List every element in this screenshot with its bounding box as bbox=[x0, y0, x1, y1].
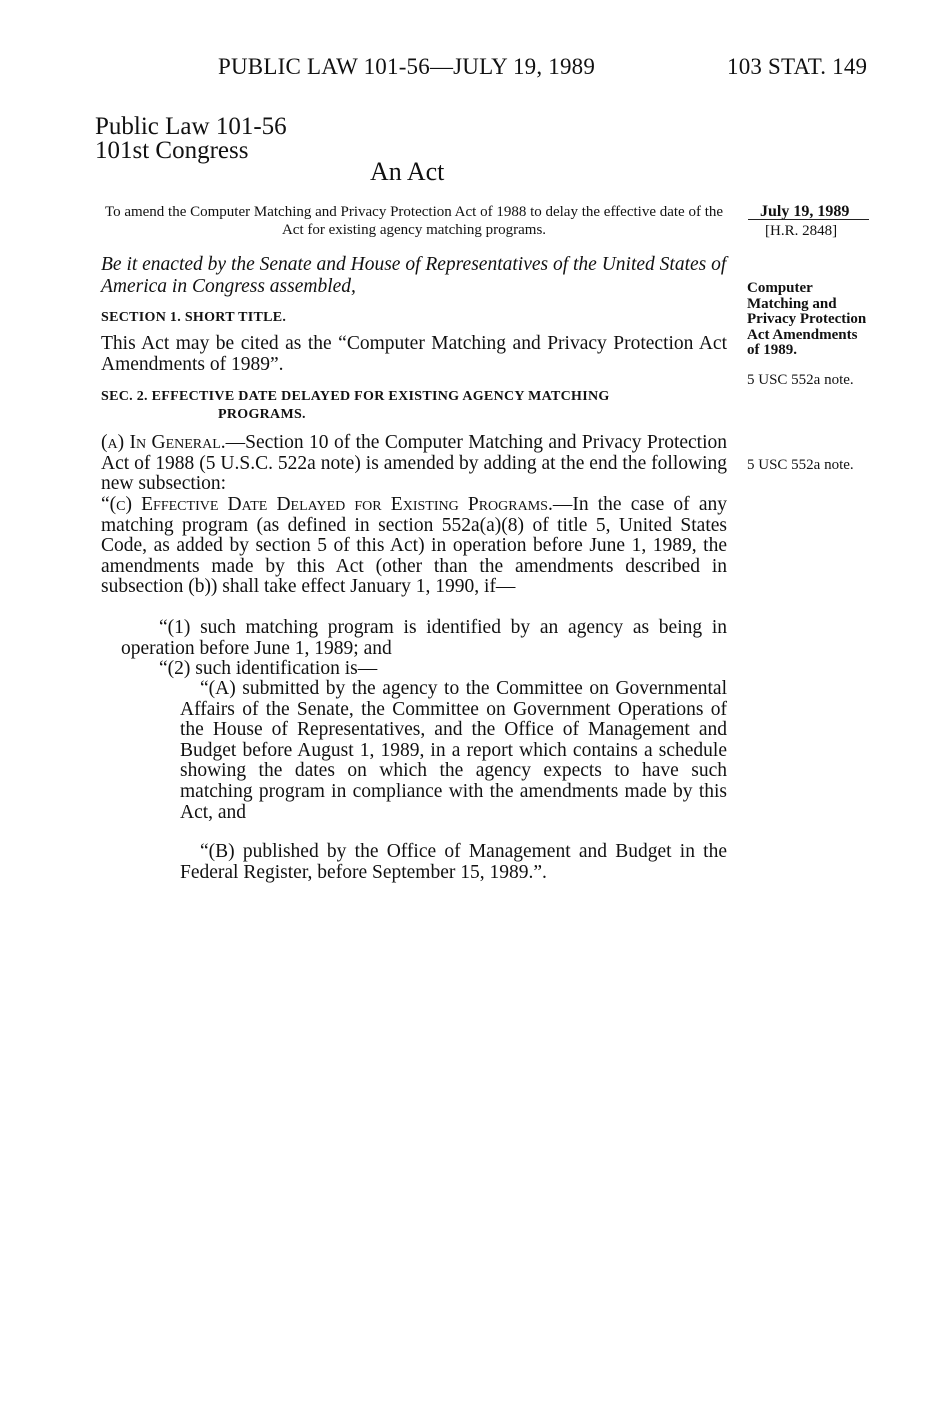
subsection-a-label: (a) In General. bbox=[101, 432, 226, 453]
section-2-heading-line-1: SEC. 2. EFFECTIVE DATE DELAYED FOR EXISTING AGENCY MATCHING bbox=[101, 389, 610, 404]
running-title: PUBLIC LAW 101-56—JULY 19, 1989 bbox=[218, 54, 596, 79]
congress-number: 101st Congress bbox=[95, 137, 249, 164]
stat-reference: 103 STAT. 149 bbox=[727, 54, 868, 79]
bill-number: [H.R. 2848] bbox=[765, 223, 838, 239]
item-1: “(1) such matching program is identified by an agency as being in operation before June 1, 1989; and bbox=[121, 617, 727, 659]
margin-note-short-title: Computer Matching and Privacy Protection Act Amendments of 1989. bbox=[747, 280, 867, 358]
margin-note-usc-2: 5 USC 552a note. bbox=[747, 457, 854, 473]
section-1-text: This Act may be cited as the “Computer Matching and Privacy Protection Act Amendments of 1989”. bbox=[101, 333, 727, 375]
item-B: “(B) published by the Office of Management and Budget in the Federal Register, before September 15, 1989.”. bbox=[180, 841, 727, 883]
act-caption: To amend the Computer Matching and Privacy Protection Act of 1988 to delay the effective date of the Act for existing agency matching programs. bbox=[104, 204, 724, 238]
subsection-c bbox=[101, 495, 727, 598]
section-1-heading: SECTION 1. SHORT TITLE. bbox=[101, 310, 287, 325]
public-law-number: Public Law 101-56 bbox=[95, 113, 287, 140]
enacting-clause: Be it enacted by the Senate and House of Representatives of the United States of America in Congress assembled, bbox=[101, 254, 727, 297]
item-2: “(2) such identification is— bbox=[159, 658, 378, 679]
subsection-a-text: —Section 10 of the Computer Matching and Privacy Protection Act of 1988 (5 U.S.C. 522a note) is amended by adding at the end the following new subsection: bbox=[101, 432, 728, 495]
margin-divider bbox=[748, 219, 869, 220]
subsection-a bbox=[101, 433, 727, 495]
item-A: “(A) submitted by the agency to the Committee on Governmental Affairs of the Senate, the Committee on Government Operations of the House of Representatives, and the Office of Management and Budget before August 1, 1989, in a report which contains a schedule showing the dates on which the agency expects to have such matching program in compliance with the amendments made by this Act, and bbox=[180, 678, 727, 823]
margin-note-usc-1: 5 USC 552a note. bbox=[747, 372, 854, 388]
act-heading: An Act bbox=[370, 157, 445, 186]
subsection-c-label: “(c) Effective Date Delayed for Existing Programs. bbox=[101, 494, 553, 515]
enactment-date: July 19, 1989 bbox=[760, 203, 850, 220]
section-2-heading-line-2: PROGRAMS. bbox=[218, 407, 306, 422]
subsection-c-text: —In the case of any matching program (as defined in section 552a(a)(8) of title 5, United States Code, as added by section 5 of this Act) in operation before June 1, 1989, the amendments made by this Act (other than the amendments described in subsection (b)) shall take effect January 1, 1990, if— bbox=[101, 494, 727, 598]
